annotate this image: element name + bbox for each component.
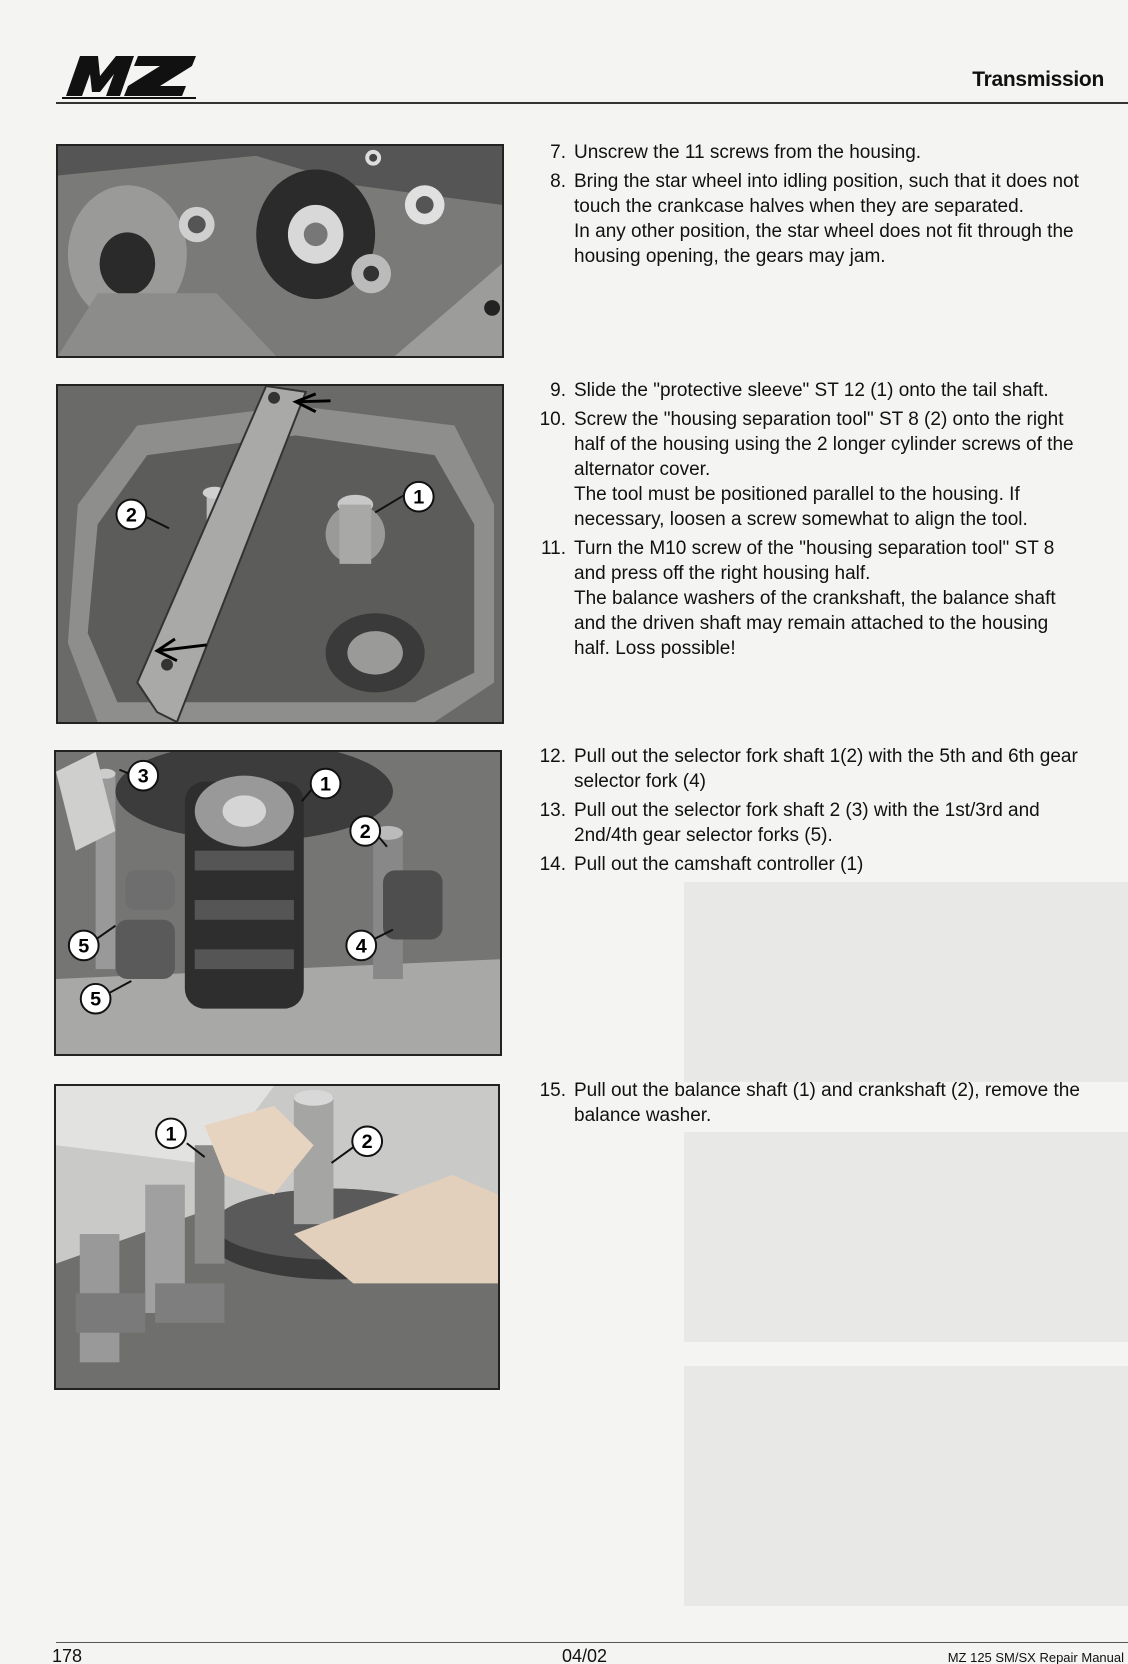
step-line: Pull out the selector fork shaft 1(2) with the 5th and 6th gear — [574, 746, 1078, 767]
callout-1: 1 — [413, 486, 425, 509]
callout-2: 2 — [361, 1131, 373, 1154]
photo-star-wheel — [56, 144, 504, 358]
manual-title: MZ 125 SM/SX Repair Manual — [947, 1650, 1124, 1664]
step-number: 9. — [550, 380, 566, 401]
step-text — [574, 744, 1110, 794]
instruction-step — [530, 140, 1110, 165]
step-line: 2nd/4th gear selector forks (5). — [574, 825, 833, 846]
step-text — [574, 1078, 1110, 1128]
step-line: Pull out the selector fork shaft 2 (3) with the 1st/3rd and — [574, 800, 1040, 821]
steps-group-2 — [530, 378, 1110, 665]
step-line: Pull out the camshaft controller (1) — [574, 854, 864, 875]
step-number: 11. — [540, 538, 566, 559]
callout-3: 3 — [137, 765, 149, 788]
step-line: half of the housing using the 2 longer cylinder screws of the — [574, 434, 1074, 455]
revision-date: 04/02 — [562, 1646, 608, 1664]
photo-housing-separation-tool — [56, 384, 504, 724]
step-text — [574, 140, 1110, 165]
callout-5: 5 — [78, 935, 90, 958]
page-number: 178 — [52, 1646, 83, 1664]
step-text — [574, 378, 1110, 403]
callout-2: 2 — [125, 504, 137, 527]
callout-1: 1 — [320, 773, 332, 796]
section-title: Transmission — [972, 68, 1104, 91]
steps-group-1 — [530, 140, 1110, 273]
steps-group-4 — [530, 1078, 1110, 1132]
photo-balance-shaft-crankshaft — [54, 1084, 500, 1390]
instruction-step — [530, 852, 1110, 877]
step-number: 15. — [539, 1080, 566, 1101]
step-text — [574, 536, 1110, 661]
step-line: and the driven shaft may remain attached to the housing — [574, 613, 1049, 634]
step-text — [574, 798, 1110, 848]
step-number: 13. — [539, 800, 566, 821]
step-text — [574, 852, 1110, 877]
step-line: and press off the right housing half. — [574, 563, 871, 584]
step-line: balance washer. — [574, 1105, 712, 1126]
step-number: 12. — [539, 746, 566, 767]
photo-selector-fork-shafts — [54, 750, 502, 1056]
step-line: Unscrew the 11 screws from the housing. — [574, 142, 922, 163]
step-line: The balance washers of the crankshaft, the balance shaft — [574, 588, 1056, 609]
callout-1: 1 — [165, 1123, 177, 1146]
step-line: housing opening, the gears may jam. — [574, 246, 886, 267]
instruction-step — [530, 744, 1110, 794]
step-number: 14. — [539, 854, 566, 875]
step-number: 10. — [539, 409, 566, 430]
steps-group-3 — [530, 744, 1110, 881]
step-line: The tool must be positioned parallel to the housing. If — [574, 484, 1020, 505]
footer-divider — [56, 1642, 1128, 1643]
step-line: Pull out the balance shaft (1) and crankshaft (2), remove the — [574, 1080, 1080, 1101]
header-divider — [56, 102, 1128, 104]
step-line: touch the crankcase halves when they are separated. — [574, 196, 1024, 217]
mz-logo — [58, 50, 200, 102]
step-line: In any other position, the star wheel does not fit through the — [574, 221, 1074, 242]
step-number: 8. — [550, 171, 566, 192]
instruction-step — [530, 536, 1110, 661]
bleed-through-figure — [684, 1132, 1128, 1342]
step-line: Turn the M10 screw of the "housing separation tool" ST 8 — [574, 538, 1055, 559]
callout-4: 4 — [355, 935, 367, 958]
callout-2: 2 — [359, 820, 371, 843]
step-line: necessary, loosen a screw somewhat to align the tool. — [574, 509, 1028, 530]
step-line: selector fork (4) — [574, 771, 706, 792]
instruction-step — [530, 378, 1110, 403]
step-number: 7. — [550, 142, 566, 163]
step-line: Slide the "protective sleeve" ST 12 (1) onto the tail shaft. — [574, 380, 1049, 401]
step-text — [574, 169, 1110, 269]
step-line: alternator cover. — [574, 459, 711, 480]
callout-5: 5 — [90, 988, 102, 1011]
step-line: half. Loss possible! — [574, 638, 736, 659]
step-line: Bring the star wheel into idling position, such that it does not — [574, 171, 1079, 192]
instruction-step — [530, 798, 1110, 848]
instruction-step — [530, 169, 1110, 269]
instruction-step — [530, 407, 1110, 532]
step-text — [574, 407, 1110, 532]
instruction-step — [530, 1078, 1110, 1128]
bleed-through-figure — [684, 1366, 1128, 1606]
step-line: Screw the "housing separation tool" ST 8 (2) onto the right — [574, 409, 1064, 430]
bleed-through-figure — [684, 882, 1128, 1082]
